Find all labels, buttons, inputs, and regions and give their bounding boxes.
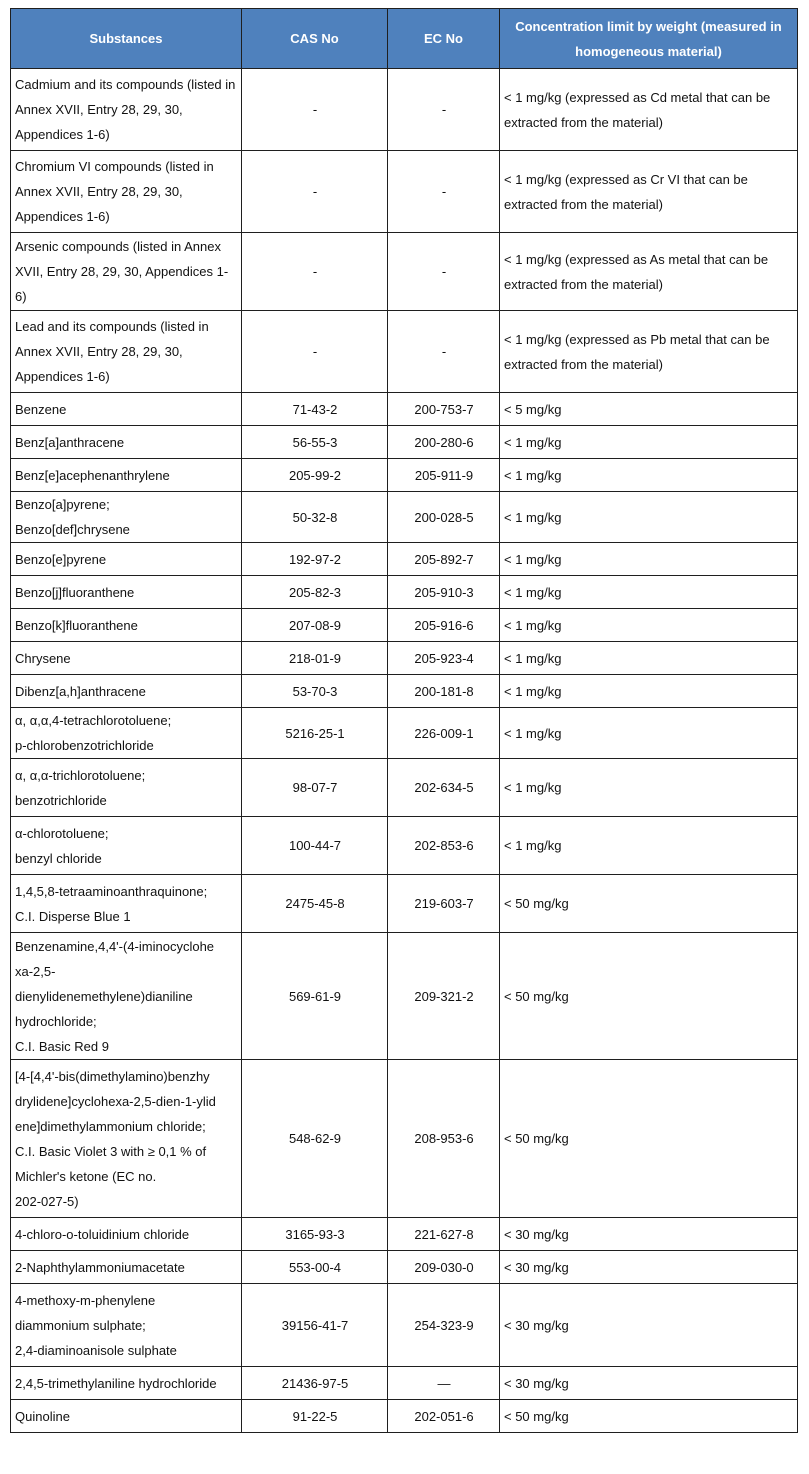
table-row [11,1400,798,1433]
table-row [11,1367,798,1400]
ec-number-cell: 208-953-6 [388,1060,500,1218]
ec-number-cell: 226-009-1 [388,708,500,759]
concentration-limit-cell: < 50 mg/kg [500,933,798,1060]
header-concentration-limit: Concentration limit by weight (measured in homogeneous material) [500,9,798,69]
substance-cell: 1,4,5,8-tetraaminoanthraquinone; C.I. Disperse Blue 1 [11,875,242,933]
cas-number-cell: 100-44-7 [242,817,388,875]
ec-number-cell: 200-753-7 [388,393,500,426]
table-row [11,609,798,642]
concentration-limit-cell: < 1 mg/kg [500,675,798,708]
table-body [11,69,798,1433]
substance-cell: Benzo[a]pyrene; Benzo[def]chrysene [11,492,242,543]
substance-cell: α-chlorotoluene; benzyl chloride [11,817,242,875]
concentration-limit-cell: < 1 mg/kg [500,426,798,459]
cas-number-cell: 56-55-3 [242,426,388,459]
header-ec-no: EC No [388,9,500,69]
cas-number-cell: - [242,151,388,233]
substance-cell: 4-methoxy-m-phenylene diammonium sulphate; 2,4-diaminoanisole sulphate [11,1284,242,1367]
ec-number-cell: 221-627-8 [388,1218,500,1251]
ec-number-cell: - [388,69,500,151]
cas-number-cell: 569-61-9 [242,933,388,1060]
cas-number-cell: - [242,233,388,311]
cas-number-cell: 39156-41-7 [242,1284,388,1367]
ec-number-cell: 205-911-9 [388,459,500,492]
substance-cell: [4-[4,4'-bis(dimethylamino)benzhy drylidene]cyclohexa-2,5-dien-1-ylid ene]dimethylammonium chloride; C.I. Basic Violet 3 with ≥ 0,1 % of Michler's ketone (EC no. 202-027-5) [11,1060,242,1218]
table-row [11,759,798,817]
ec-number-cell: 205-910-3 [388,576,500,609]
concentration-limit-cell: < 1 mg/kg [500,708,798,759]
cas-number-cell: 71-43-2 [242,393,388,426]
substance-cell: Chromium VI compounds (listed in Annex XVII, Entry 28, 29, 30, Appendices 1-6) [11,151,242,233]
ec-number-cell: 202-634-5 [388,759,500,817]
cas-number-cell: 21436-97-5 [242,1367,388,1400]
substance-cell: Benz[e]acephenanthrylene [11,459,242,492]
table-row [11,151,798,233]
substance-cell: Lead and its compounds (listed in Annex XVII, Entry 28, 29, 30, Appendices 1-6) [11,311,242,393]
table-row [11,1251,798,1284]
table-row [11,459,798,492]
cas-number-cell: 548-62-9 [242,1060,388,1218]
substance-cell: Benzene [11,393,242,426]
ec-number-cell: - [388,151,500,233]
cas-number-cell: - [242,311,388,393]
substance-cell: α, α,α,4-tetrachlorotoluene; p-chlorobenzotrichloride [11,708,242,759]
concentration-limit-cell: < 1 mg/kg [500,576,798,609]
substance-cell: Benzenamine,4,4'-(4-iminocyclohe xa-2,5- dienylidenemethylene)dianiline hydrochloride; C.I. Basic Red 9 [11,933,242,1060]
concentration-limit-cell: < 1 mg/kg [500,492,798,543]
concentration-limit-cell: < 1 mg/kg [500,642,798,675]
cas-number-cell: 98-07-7 [242,759,388,817]
concentration-limit-cell: < 1 mg/kg [500,609,798,642]
table-row [11,933,798,1060]
concentration-limit-cell: < 30 mg/kg [500,1284,798,1367]
table-row [11,875,798,933]
restricted-substances-table [10,8,798,1433]
concentration-limit-cell: < 1 mg/kg [500,759,798,817]
table-row [11,69,798,151]
cas-number-cell: 53-70-3 [242,675,388,708]
concentration-limit-cell: < 50 mg/kg [500,1060,798,1218]
concentration-limit-cell: < 1 mg/kg (expressed as Cr VI that can be extracted from the material) [500,151,798,233]
table-row [11,576,798,609]
ec-number-cell: 254-323-9 [388,1284,500,1367]
substance-cell: 2-Naphthylammoniumacetate [11,1251,242,1284]
substance-cell: 2,4,5-trimethylaniline hydrochloride [11,1367,242,1400]
table-row [11,492,798,543]
table-row [11,1218,798,1251]
concentration-limit-cell: < 30 mg/kg [500,1218,798,1251]
ec-number-cell: 205-916-6 [388,609,500,642]
cas-number-cell: 192-97-2 [242,543,388,576]
table-row [11,1284,798,1367]
ec-number-cell: 200-280-6 [388,426,500,459]
concentration-limit-cell: < 1 mg/kg (expressed as Pb metal that can be extracted from the material) [500,311,798,393]
table-row [11,642,798,675]
cas-number-cell: 553-00-4 [242,1251,388,1284]
cas-number-cell: 3165-93-3 [242,1218,388,1251]
ec-number-cell: 200-181-8 [388,675,500,708]
ec-number-cell: — [388,1367,500,1400]
ec-number-cell: 202-853-6 [388,817,500,875]
table-row [11,543,798,576]
substance-cell: Dibenz[a,h]anthracene [11,675,242,708]
restricted-substances-table-container [10,8,797,1433]
ec-number-cell: 209-030-0 [388,1251,500,1284]
substance-cell: Chrysene [11,642,242,675]
cas-number-cell: 50-32-8 [242,492,388,543]
concentration-limit-cell: < 1 mg/kg [500,459,798,492]
table-row [11,708,798,759]
table-row [11,311,798,393]
substance-cell: Benz[a]anthracene [11,426,242,459]
substance-cell: Cadmium and its compounds (listed in Annex XVII, Entry 28, 29, 30, Appendices 1-6) [11,69,242,151]
concentration-limit-cell: < 1 mg/kg [500,817,798,875]
cas-number-cell: 2475-45-8 [242,875,388,933]
table-row [11,393,798,426]
concentration-limit-cell: < 1 mg/kg [500,543,798,576]
concentration-limit-cell: < 50 mg/kg [500,875,798,933]
table-row [11,233,798,311]
header-cas-no: CAS No [242,9,388,69]
ec-number-cell: - [388,311,500,393]
table-row [11,1060,798,1218]
concentration-limit-cell: < 30 mg/kg [500,1367,798,1400]
cas-number-cell: - [242,69,388,151]
substance-cell: Arsenic compounds (listed in Annex XVII, Entry 28, 29, 30, Appendices 1-6) [11,233,242,311]
concentration-limit-cell: < 1 mg/kg (expressed as Cd metal that can be extracted from the material) [500,69,798,151]
cas-number-cell: 205-82-3 [242,576,388,609]
substance-cell: 4-chloro-o-toluidinium chloride [11,1218,242,1251]
cas-number-cell: 207-08-9 [242,609,388,642]
cas-number-cell: 5216-25-1 [242,708,388,759]
substance-cell: α, α,α-trichlorotoluene; benzotrichloride [11,759,242,817]
substance-cell: Benzo[j]fluoranthene [11,576,242,609]
ec-number-cell: 205-923-4 [388,642,500,675]
table-header-row [11,9,798,69]
concentration-limit-cell: < 30 mg/kg [500,1251,798,1284]
substance-cell: Quinoline [11,1400,242,1433]
ec-number-cell: - [388,233,500,311]
concentration-limit-cell: < 5 mg/kg [500,393,798,426]
concentration-limit-cell: < 50 mg/kg [500,1400,798,1433]
cas-number-cell: 91-22-5 [242,1400,388,1433]
header-substances: Substances [11,9,242,69]
ec-number-cell: 209-321-2 [388,933,500,1060]
ec-number-cell: 205-892-7 [388,543,500,576]
table-row [11,817,798,875]
table-row [11,675,798,708]
ec-number-cell: 219-603-7 [388,875,500,933]
ec-number-cell: 202-051-6 [388,1400,500,1433]
substance-cell: Benzo[k]fluoranthene [11,609,242,642]
cas-number-cell: 205-99-2 [242,459,388,492]
cas-number-cell: 218-01-9 [242,642,388,675]
concentration-limit-cell: < 1 mg/kg (expressed as As metal that can be extracted from the material) [500,233,798,311]
substance-cell: Benzo[e]pyrene [11,543,242,576]
table-row [11,426,798,459]
ec-number-cell: 200-028-5 [388,492,500,543]
